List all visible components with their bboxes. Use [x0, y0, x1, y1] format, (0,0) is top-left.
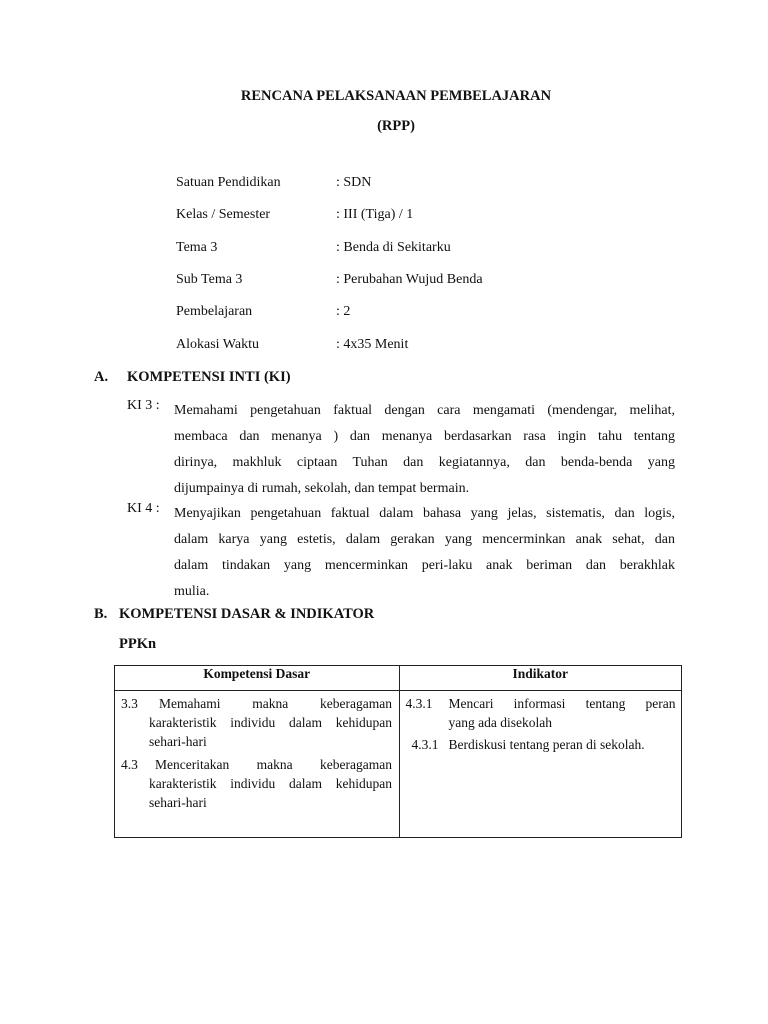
kd-text-line: Memahami makna keberagaman [159, 696, 392, 711]
ki-label: KI 4 : [127, 501, 160, 516]
section-b-letter: B. [94, 606, 108, 622]
ki-text-line: dalam karya yang estetis, dalam gerakan yang mencerminkan anak sehat, dan [174, 532, 675, 547]
indikator-cell [399, 691, 682, 838]
indikator-number: 4.3.1 [405, 696, 433, 711]
kd-number: 4.3 [121, 757, 138, 772]
identity-value: : III (Tiga) / 1 [336, 207, 414, 222]
kd-text-line: sehari-hari [149, 795, 207, 810]
section-a-letter: A. [94, 369, 109, 385]
identity-label: Kelas / Semester [176, 207, 271, 222]
identity-label: Tema 3 [176, 240, 218, 255]
identity-value: : 4x35 Menit [336, 337, 409, 352]
ki-text-line: mulia. [174, 584, 210, 599]
ki-text-line: dirinya, makhluk ciptaan Tuhan dan kegiatannya, dan benda-benda yang [174, 455, 675, 470]
section-b-heading: KOMPETENSI DASAR & INDIKATOR [119, 606, 375, 622]
identity-label: Satuan Pendidikan [176, 175, 281, 190]
table-row [115, 691, 682, 838]
kd-text-line: sehari-hari [149, 734, 207, 749]
document-title: RENCANA PELAKSANAAN PEMBELAJARAN [240, 88, 552, 104]
indikator-number: 4.3.1 [411, 737, 439, 752]
identity-value: : 2 [336, 304, 351, 319]
identity-label: Alokasi Waktu [176, 337, 259, 352]
indikator-text-line: Mencari informasi tentang peran [448, 696, 676, 711]
identity-label: Pembelajaran [176, 304, 253, 319]
identity-value: : Perubahan Wujud Benda [336, 272, 483, 287]
ki-text-line: membaca dan menanya ) dan menanya berdasarkan rasa ingin tahu tentang [174, 429, 675, 444]
kd-text-line: karakteristik individu dalam kehidupan [149, 776, 392, 791]
ki-label: KI 3 : [127, 398, 160, 413]
ki-text-line: dalam tindakan yang mencerminkan peri-laku anak beriman dan berakhlak [174, 558, 675, 573]
ki-text [174, 398, 675, 502]
identity-label: Sub Tema 3 [176, 272, 243, 287]
table-header-kd: Kompetensi Dasar [115, 666, 400, 691]
table-header-row [115, 666, 682, 691]
ki-text-line: Menyajikan pengetahuan faktual dalam bahasa yang jelas, sistematis, dan logis, [174, 506, 675, 521]
kd-text-line: karakteristik individu dalam kehidupan [149, 715, 392, 730]
kd-number: 3.3 [121, 696, 138, 711]
kd-text-line: Menceritakan makna keberagaman [155, 757, 392, 772]
identity-value: : SDN [336, 175, 372, 190]
document-subtitle: (RPP) [377, 118, 415, 134]
table-header-indikator: Indikator [399, 666, 682, 691]
ki-text [174, 501, 675, 605]
section-a-heading: KOMPETENSI INTI (KI) [127, 369, 291, 385]
ki-text-line: dijumpainya di rumah, sekolah, dan tempat bermain. [174, 481, 470, 496]
kd-cell [115, 691, 400, 838]
kd-indikator-table [114, 665, 682, 838]
indikator-text-line: Berdiskusi tentang peran di sekolah. [448, 737, 645, 752]
subject-label: PPKn [119, 636, 157, 652]
indikator-text-line: yang ada disekolah [448, 715, 552, 730]
identity-value: : Benda di Sekitarku [336, 240, 451, 255]
ki-text-line: Memahami pengetahuan faktual dengan cara mengamati (mendengar, melihat, [174, 403, 675, 418]
